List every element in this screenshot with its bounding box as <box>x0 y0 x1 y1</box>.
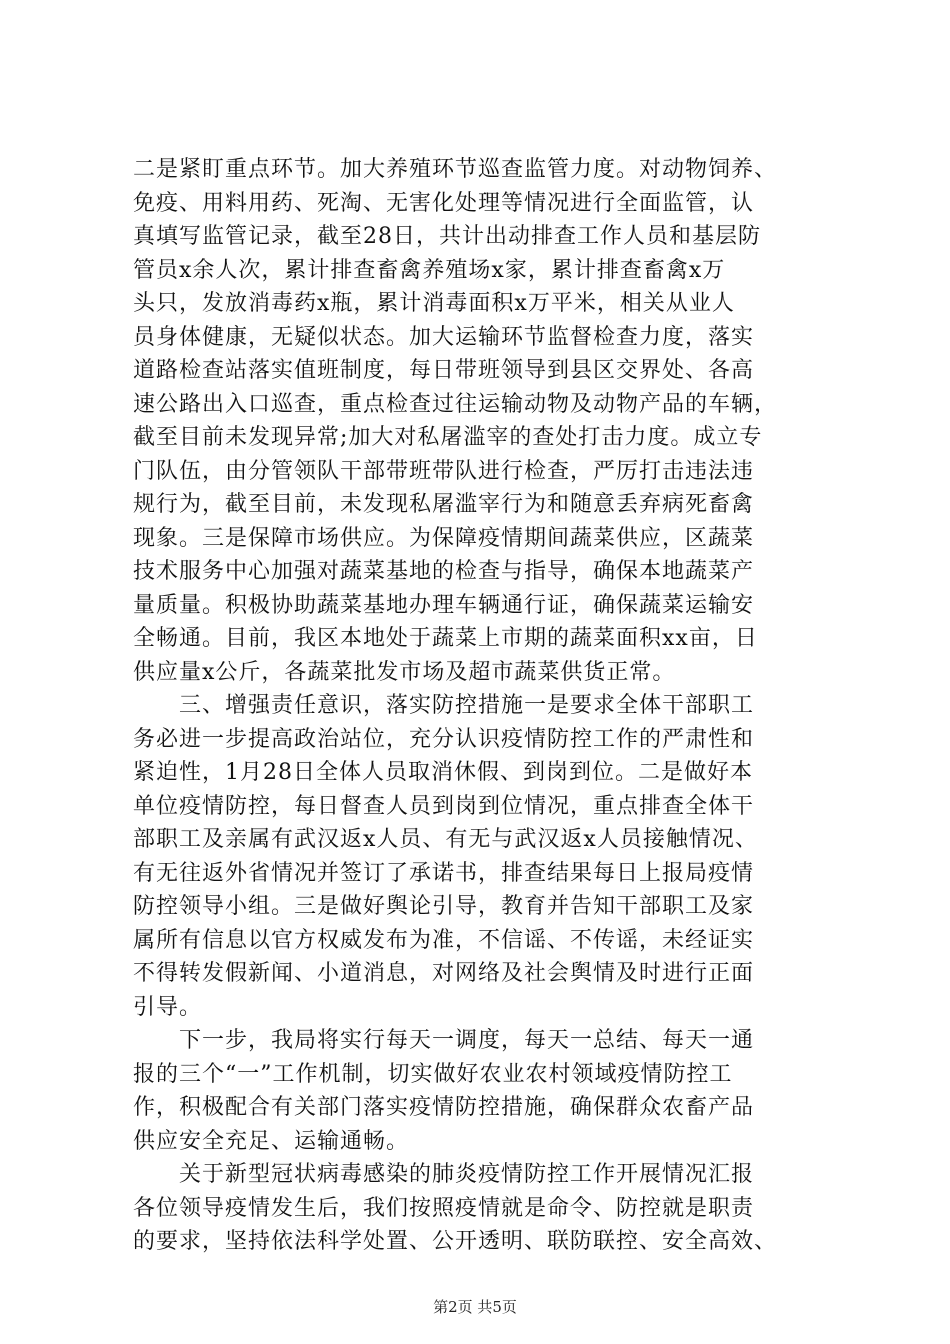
page-number-footer: 第2页 共5页 <box>433 1298 517 1316</box>
text-line: 下一步，我局将实行每天一调度，每天一总结、每天一通 <box>179 1028 755 1053</box>
text-line: 务必进一步提高政治站位，充分认识疫情防控工作的严肃性和 <box>133 726 755 752</box>
text-line: 各位领导疫情发生后，我们按照疫情就是命令、防控就是职责 <box>133 1195 755 1221</box>
text-line: 部职工及亲属有武汉返x人员、有无与武汉返x人员接触情况、 <box>133 827 758 852</box>
text-line: 供应量x公斤，各蔬菜批发市场及超市蔬菜供货正常。 <box>133 659 676 685</box>
text-line: 量质量。积极协助蔬菜基地办理车辆通行证，确保蔬菜运输安 <box>133 592 755 618</box>
text-line: 管员x余人次，累计排查畜禽养殖场x家，累计排查畜禽x万 <box>133 257 726 283</box>
text-line: 真填写监管记录，截至28日，共计出动排查工作人员和基层防 <box>133 224 761 249</box>
text-line: 紧迫性，1月28日全体人员取消休假、到岗到位。二是做好本 <box>133 760 753 785</box>
text-line: 供应安全充足、运输通畅。 <box>133 1128 410 1154</box>
text-line: 不得转发假新闻、小道消息，对网络及社会舆情及时进行正面 <box>133 961 755 986</box>
text-line: 全畅通。目前，我区本地处于蔬菜上市期的蔬菜面积xx亩，日 <box>133 626 758 651</box>
text-line: 免疫、用料用药、死淘、无害化处理等情况进行全面监管，认 <box>133 190 755 216</box>
text-line: 二是紧盯重点环节。加大养殖环节巡查监管力度。对动物饲养、 <box>133 157 778 182</box>
text-line: 截至目前未发现异常;加大对私屠滥宰的查处打击力度。成立专 <box>133 425 763 450</box>
text-line: 作，积极配合有关部门落实疫情防控措施，确保群众农畜产品 <box>133 1095 755 1120</box>
text-line: 有无往返外省情况并签订了承诺书，排查结果每日上报局疫情 <box>133 860 755 886</box>
text-line: 头只，发放消毒药x瓶，累计消毒面积x万平米，相关从业人 <box>133 291 735 316</box>
text-line: 防控领导小组。三是做好舆论引导，教育并告知干部职工及家 <box>133 894 755 919</box>
document-body <box>133 153 823 1259</box>
text-line: 三、增强责任意识，落实防控措施一是要求全体干部职工 <box>179 693 755 718</box>
text-line: 门队伍，由分管领队干部带班带队进行检查，严厉打击违法违 <box>133 458 755 484</box>
text-line: 的要求，坚持依法科学处置、公开透明、联防联控、安全高效、 <box>133 1229 778 1254</box>
text-line: 关于新型冠状病毒感染的肺炎疫情防控工作开展情况汇报 <box>179 1162 755 1187</box>
text-line: 速公路出入口巡查，重点检查过往运输动物及动物产品的车辆， <box>133 391 778 417</box>
text-line: 属所有信息以官方权威发布为准，不信谣、不传谣，未经证实 <box>133 927 755 953</box>
text-line: 报的三个“一”工作机制，切实做好农业农村领域疫情防控工 <box>133 1061 733 1087</box>
text-line: 员身体健康，无疑似状态。加大运输环节监督检查力度，落实 <box>133 324 755 350</box>
text-line: 道路检查站落实值班制度，每日带班领导到县区交界处、各高 <box>133 358 755 383</box>
text-line: 现象。三是保障市场供应。为保障疫情期间蔬菜供应，区蔬菜 <box>133 525 755 551</box>
text-line: 技术服务中心加强对蔬菜基地的检查与指导，确保本地蔬菜产 <box>133 559 755 584</box>
text-line: 单位疫情防控，每日督查人员到岗到位情况，重点排查全体干 <box>133 793 755 819</box>
text-line: 规行为，截至目前，未发现私屠滥宰行为和随意丢弃病死畜禽 <box>133 492 755 517</box>
text-line: 引导。 <box>133 994 203 1020</box>
